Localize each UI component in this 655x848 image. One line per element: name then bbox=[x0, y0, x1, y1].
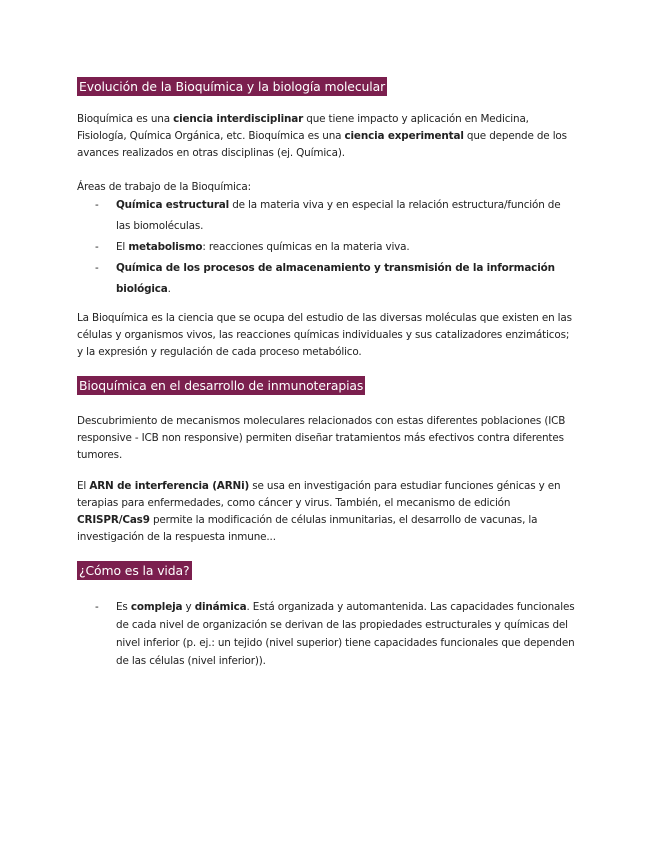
bold-run: Química de los procesos de almacenamiento y transmisión de la información biológica bbox=[116, 262, 555, 295]
paragraph-mecanismos: Descubrimiento de mecanismos moleculares relacionados con estas diferentes poblaciones (ICB responsive - ICB non responsive) permiten diseñar tratamientos más efectivos contra diferentes tumores. bbox=[77, 415, 566, 461]
bold-run: Química estructural bbox=[116, 199, 230, 211]
vida-list bbox=[95, 598, 575, 670]
text-run: se usa en investigación para estudiar funciones génicas y en terapias para enfermedades, como cáncer y virus. También, el mecanismo de edición bbox=[77, 480, 561, 509]
text-run: . bbox=[167, 283, 171, 295]
section-heading-vida: ¿Cómo es la vida? bbox=[79, 563, 190, 578]
text-run: que tiene impacto y aplicación en Medicina, Fisiología, Química Orgánica, etc. Bioquímica es una bbox=[77, 113, 529, 142]
list-item bbox=[95, 195, 575, 237]
text-run: y bbox=[182, 601, 195, 613]
bold-run: ciencia experimental bbox=[344, 130, 464, 142]
paragraph-intro bbox=[77, 111, 577, 162]
areas-list bbox=[95, 195, 575, 300]
section-heading-inmunoterapias: Bioquímica en el desarrollo de inmunoterapias bbox=[79, 378, 364, 393]
bold-run: ARN de interferencia (ARNi) bbox=[89, 480, 250, 492]
bold-run: dinámica bbox=[194, 601, 247, 613]
text-run: El bbox=[116, 241, 129, 253]
list-item bbox=[95, 258, 575, 300]
bold-run: ciencia interdisciplinar bbox=[173, 113, 304, 125]
areas-intro: Áreas de trabajo de la Bioquímica: bbox=[77, 181, 251, 193]
list-item bbox=[95, 598, 575, 670]
bold-run: CRISPR/Cas9 bbox=[77, 514, 150, 526]
text-run: Es bbox=[116, 601, 131, 613]
paragraph-arni bbox=[77, 478, 577, 546]
paragraph-definition: La Bioquímica es la ciencia que se ocupa del estudio de las diversas moléculas que existen en las células y organismos vivos, las reacciones químicas individuales y sus catalizadores enzimáticos; y la expresión y regulación de cada proceso metabólico. bbox=[77, 312, 572, 358]
text-run: El bbox=[77, 480, 90, 492]
text-run: que depende de los avances realizados en otras disciplinas (ej. Química). bbox=[77, 130, 567, 159]
bold-run: compleja bbox=[130, 601, 183, 613]
text-run: : reacciones químicas en la materia viva. bbox=[202, 241, 410, 253]
list-item bbox=[95, 237, 575, 258]
text-run: permite la modificación de células inmunitarias, el desarrollo de vacunas, la investigación de la respuesta inmune... bbox=[77, 514, 538, 543]
text-run: Bioquímica es una bbox=[77, 113, 174, 125]
bold-run: metabolismo bbox=[128, 241, 203, 253]
section-heading-evolucion: Evolución de la Bioquímica y la biología molecular bbox=[79, 79, 386, 94]
text-run: . Está organizada y automantenida. Las capacidades funcionales de cada nivel de organización se derivan de las propiedades estructurales y químicas del nivel inferior (p. ej.: un tejido (nivel superior) tiene capacidades funcionales que dependen de las células (nivel inferior)). bbox=[116, 601, 575, 667]
text-run: de la materia viva y en especial la relación estructura/función de las biomoléculas. bbox=[116, 199, 561, 232]
